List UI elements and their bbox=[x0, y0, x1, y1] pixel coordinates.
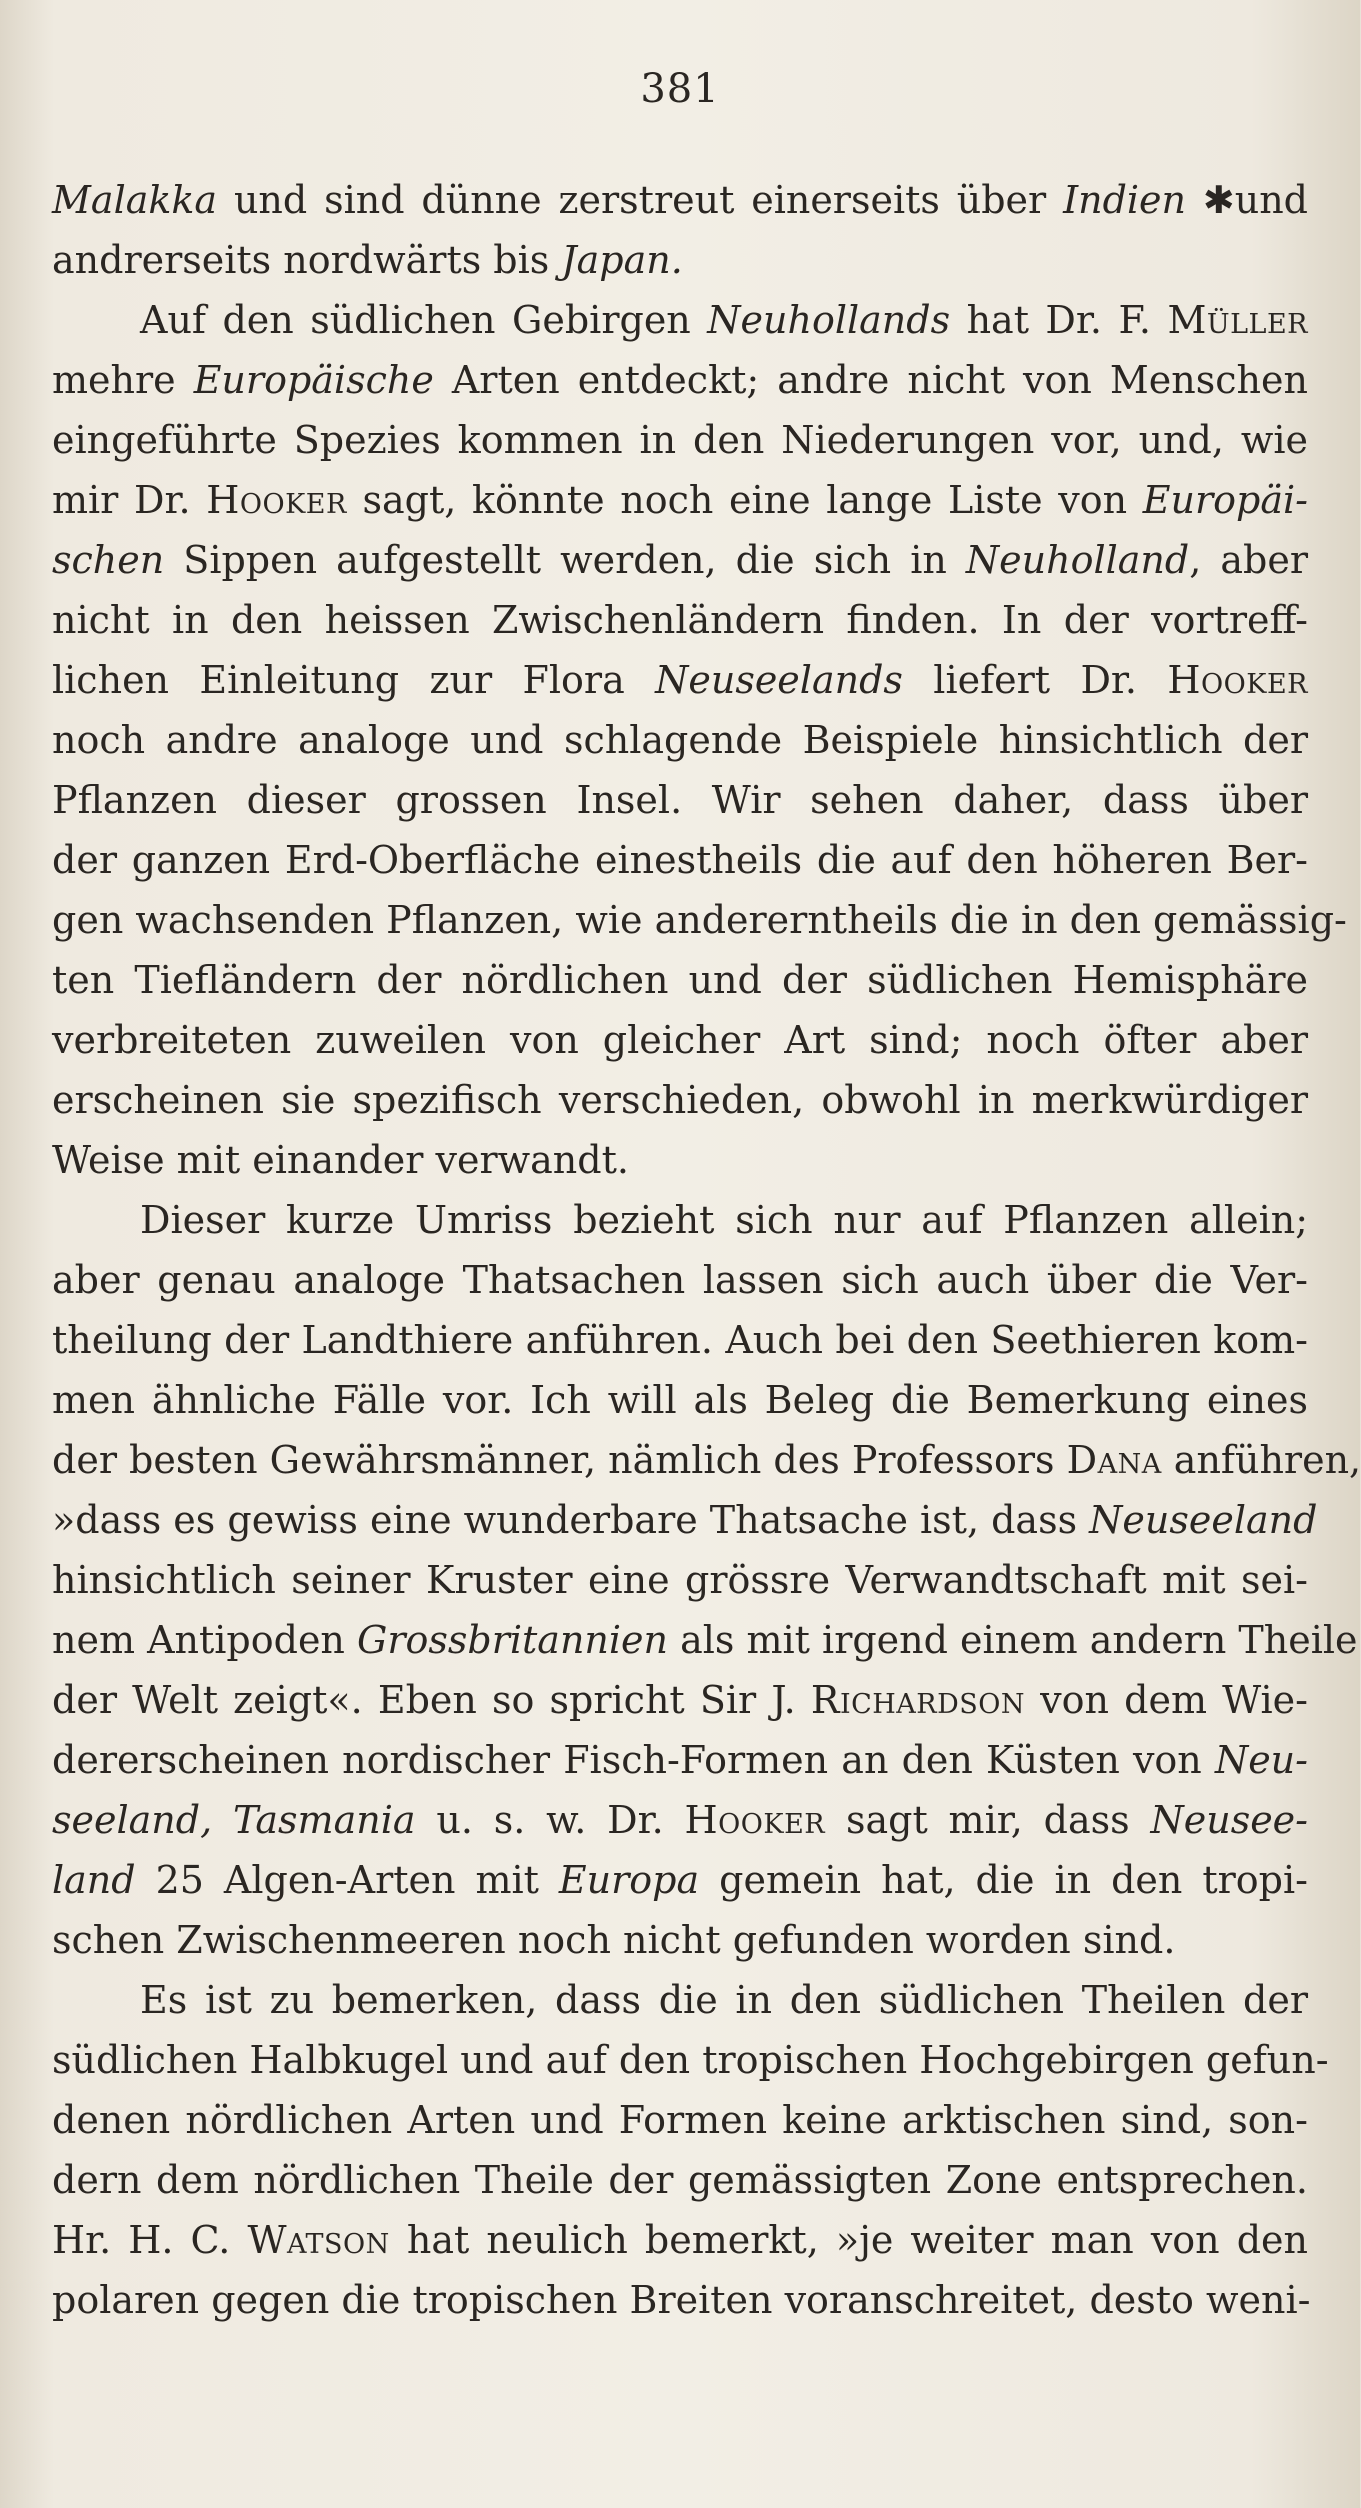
text-segment: lichen Einleitung zur Flora bbox=[52, 658, 656, 702]
italic-text: Neuholland bbox=[965, 538, 1190, 582]
text-segment: mir Dr. bbox=[52, 478, 207, 522]
text-line bbox=[52, 290, 1308, 350]
small-caps-name: Hooker bbox=[1167, 658, 1308, 702]
italic-text: Grossbritannien bbox=[356, 1618, 669, 1662]
text-segment: liefert Dr. bbox=[902, 658, 1168, 702]
italic-text: Neuseelands bbox=[655, 658, 903, 702]
italic-text: schen bbox=[52, 538, 165, 582]
text-segment: gen wachsenden Pflanzen, wie andererntheils die in den gemässig- bbox=[52, 898, 1347, 942]
text-segment: hat neulich bemerkt, »je weiter man von den bbox=[389, 2218, 1308, 2262]
italic-text: Neusee- bbox=[1150, 1798, 1309, 1842]
italic-text: seeland, Tasmania bbox=[52, 1798, 416, 1842]
text-segment: , aber bbox=[1189, 538, 1308, 582]
small-caps-name: Watson bbox=[247, 2218, 390, 2262]
text-line bbox=[52, 590, 1308, 650]
page-number: 381 bbox=[640, 66, 720, 112]
text-line bbox=[52, 770, 1308, 830]
text-segment: men ähnliche Fälle vor. Ich will als Beleg die Bemerkung eines bbox=[52, 1378, 1308, 1422]
text-segment: Weise mit einander verwandt. bbox=[52, 1138, 629, 1182]
text-segment: erscheinen sie spezifisch verschieden, obwohl in merkwürdiger bbox=[52, 1078, 1308, 1122]
small-caps-name: Hooker bbox=[684, 1798, 826, 1842]
text-line bbox=[52, 170, 1308, 230]
text-segment: verbreiteten zuweilen von gleicher Art sind; noch öfter aber bbox=[52, 1018, 1308, 1062]
text-segment: dererscheinen nordischer Fisch-Formen an den Küsten von bbox=[52, 1738, 1215, 1782]
text-line bbox=[52, 1130, 1308, 1190]
text-segment: der besten Gewährsmänner, nämlich des Professors bbox=[52, 1438, 1067, 1482]
text-line bbox=[52, 1850, 1308, 1910]
text-line bbox=[52, 830, 1308, 890]
text-segment: und sind dünne zerstreut einerseits über bbox=[217, 178, 1064, 222]
text-segment: mehre bbox=[52, 358, 194, 402]
italic-text: Europäische bbox=[193, 358, 434, 402]
text-segment: Es ist zu bemerken, dass die in den südlichen Theilen der bbox=[140, 1978, 1308, 2022]
text-line bbox=[52, 1730, 1308, 1790]
text-segment: der ganzen Erd-Oberfläche einestheils die auf den höheren Ber- bbox=[52, 838, 1308, 882]
small-caps-name: Müller bbox=[1167, 298, 1309, 342]
text-line bbox=[52, 470, 1308, 530]
text-segment: Arten entdeckt; andre nicht von Menschen bbox=[433, 358, 1308, 402]
text-line bbox=[52, 650, 1308, 710]
text-segment: gemein hat, die in den tropi- bbox=[699, 1858, 1308, 1902]
text-line bbox=[52, 710, 1308, 770]
italic-text: Indien bbox=[1063, 178, 1187, 222]
text-segment: hinsichtlich seiner Kruster eine grössre Verwandtschaft mit sei- bbox=[52, 1558, 1308, 1602]
body-text bbox=[52, 170, 1361, 2330]
text-segment: hat Dr. F. bbox=[950, 298, 1168, 342]
text-segment: nem Antipoden bbox=[52, 1618, 357, 1662]
text-line bbox=[52, 1670, 1308, 1730]
text-segment: polaren gegen die tropischen Breiten voranschreitet, desto weni- bbox=[52, 2278, 1311, 2322]
text-segment: von dem Wie- bbox=[1025, 1678, 1308, 1722]
italic-text: Europäi- bbox=[1142, 478, 1308, 522]
text-line bbox=[52, 2150, 1308, 2210]
text-segment: eingeführte Spezies kommen in den Niederungen vor, und, wie bbox=[52, 418, 1308, 462]
small-caps-name: Richardson bbox=[810, 1678, 1026, 1722]
italic-text: Japan. bbox=[561, 238, 683, 282]
text-line bbox=[52, 2030, 1329, 2090]
text-segment: ✱und bbox=[1186, 178, 1308, 222]
text-line bbox=[52, 890, 1347, 950]
italic-text: Europa bbox=[558, 1858, 700, 1902]
text-segment: Sippen aufgestellt werden, die sich in bbox=[164, 538, 966, 582]
text-segment: anführen, bbox=[1161, 1438, 1361, 1482]
text-line bbox=[52, 1610, 1358, 1670]
text-segment: schen Zwischenmeeren noch nicht gefunden worden sind. bbox=[52, 1918, 1176, 1962]
text-segment: als mit irgend einem andern Theile bbox=[668, 1618, 1358, 1662]
text-segment: nicht in den heissen Zwischenländern finden. In der vortreff- bbox=[52, 598, 1308, 642]
text-segment: denen nördlichen Arten und Formen keine arktischen sind, son- bbox=[52, 2098, 1308, 2142]
text-line bbox=[52, 1370, 1308, 1430]
text-segment: südlichen Halbkugel und auf den tropischen Hochgebirgen gefun- bbox=[52, 2038, 1329, 2082]
text-line bbox=[52, 230, 1308, 290]
italic-text: Neuhollands bbox=[707, 298, 951, 342]
text-line bbox=[52, 1310, 1308, 1370]
text-line bbox=[52, 2090, 1308, 2150]
small-caps-name: Dana bbox=[1066, 1438, 1162, 1482]
text-line bbox=[52, 1190, 1308, 1250]
italic-text: Neu- bbox=[1214, 1738, 1308, 1782]
italic-text: Neuseeland bbox=[1089, 1498, 1318, 1542]
text-segment: Pflanzen dieser grossen Insel. Wir sehen daher, dass über bbox=[52, 778, 1308, 822]
text-segment: andrerseits nordwärts bis bbox=[52, 238, 562, 282]
text-segment: Hr. H. C. bbox=[52, 2218, 248, 2262]
text-line bbox=[52, 1490, 1318, 1550]
text-line bbox=[52, 1250, 1308, 1310]
italic-text: land bbox=[52, 1858, 136, 1902]
text-line bbox=[52, 950, 1308, 1010]
text-line bbox=[52, 1430, 1361, 1490]
text-line bbox=[52, 410, 1308, 470]
text-segment: 25 Algen-Arten mit bbox=[135, 1858, 559, 1902]
text-line bbox=[52, 1970, 1308, 2030]
text-segment: sagt mir, dass bbox=[825, 1798, 1151, 1842]
text-line bbox=[52, 2210, 1308, 2270]
text-line bbox=[52, 350, 1308, 410]
text-segment: aber genau analoge Thatsachen lassen sich auch über die Ver- bbox=[52, 1258, 1308, 1302]
text-segment: ten Tiefländern der nördlichen und der südlichen Hemisphäre bbox=[52, 958, 1308, 1002]
text-line bbox=[52, 530, 1308, 590]
text-line bbox=[52, 1550, 1308, 1610]
text-segment: theilung der Landthiere anführen. Auch bei den Seethieren kom- bbox=[52, 1318, 1308, 1362]
italic-text: Malakka bbox=[52, 178, 218, 222]
text-segment: »dass es gewiss eine wunderbare Thatsache ist, dass bbox=[52, 1498, 1090, 1542]
text-line bbox=[52, 1010, 1308, 1070]
text-segment: Dieser kurze Umriss bezieht sich nur auf Pflanzen allein; bbox=[140, 1198, 1308, 1242]
text-segment: der Welt zeigt«. Eben so spricht Sir J. bbox=[52, 1678, 811, 1722]
text-segment: u. s. w. Dr. bbox=[415, 1798, 685, 1842]
small-caps-name: Hooker bbox=[206, 478, 347, 522]
text-segment: sagt, könnte noch eine lange Liste von bbox=[346, 478, 1143, 522]
text-segment: dern dem nördlichen Theile der gemässigten Zone entsprechen. bbox=[52, 2158, 1308, 2202]
text-line bbox=[52, 2270, 1311, 2330]
text-line bbox=[52, 1070, 1308, 1130]
text-line bbox=[52, 1790, 1308, 1850]
text-line bbox=[52, 1910, 1308, 1970]
text-segment: noch andre analoge und schlagende Beispiele hinsichtlich der bbox=[52, 718, 1308, 762]
text-segment: Auf den südlichen Gebirgen bbox=[140, 298, 708, 342]
